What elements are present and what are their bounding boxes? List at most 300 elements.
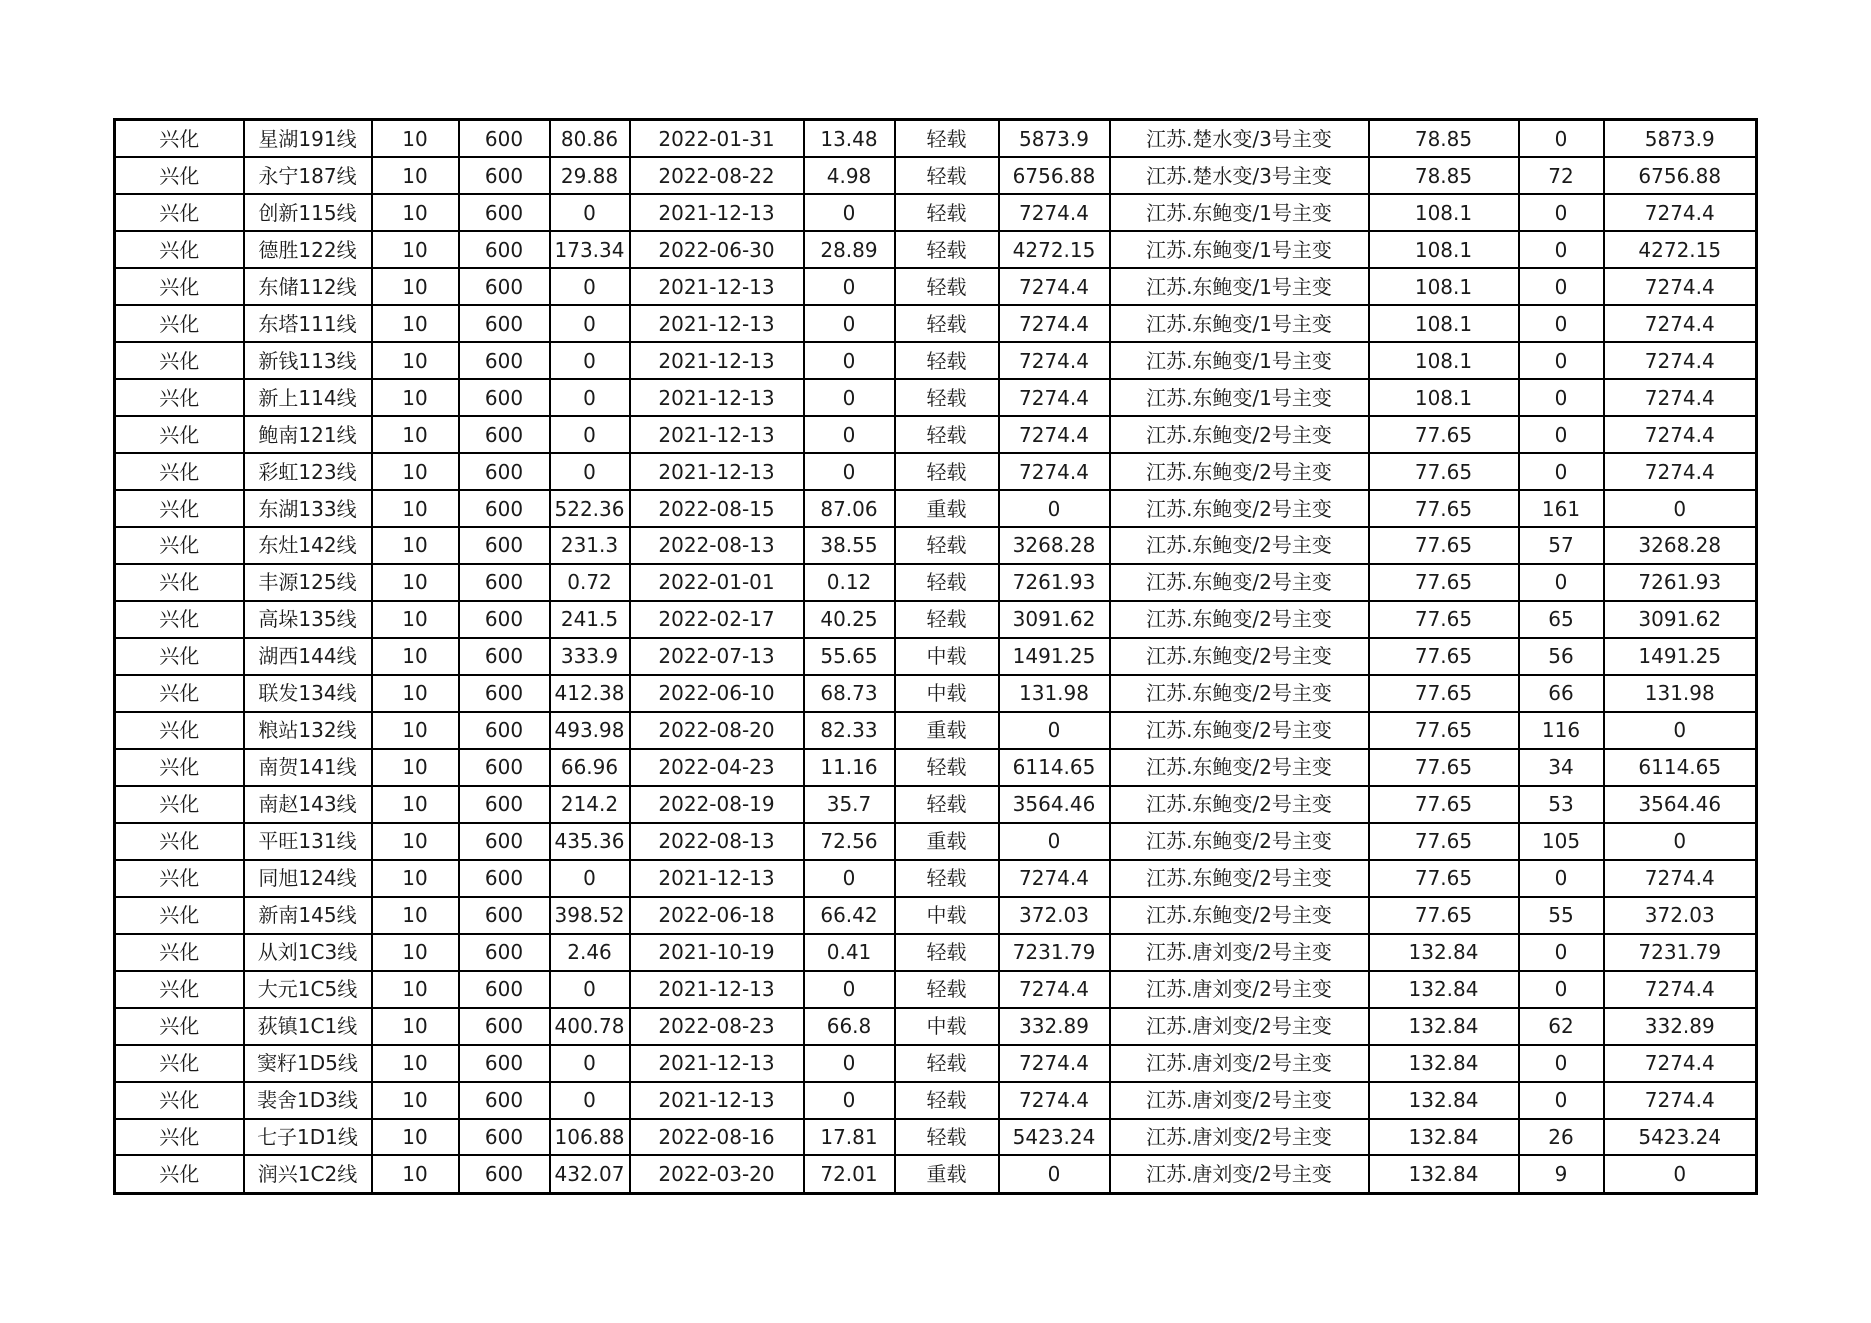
cell-col5: 241.5	[550, 601, 630, 638]
cell-col5: 0	[550, 860, 630, 897]
cell-col3: 10	[372, 712, 459, 749]
cell-col13: 332.89	[1604, 1008, 1757, 1045]
cell-col7: 13.48	[804, 120, 895, 158]
cell-col5: 435.36	[550, 823, 630, 860]
table-row	[115, 157, 1757, 194]
cell-col3: 10	[372, 527, 459, 564]
cell-date: 2021-12-13	[630, 1045, 804, 1082]
cell-col11: 77.65	[1369, 786, 1519, 823]
cell-col4: 600	[459, 527, 550, 564]
cell-transformer: 江苏.东鲍变/2号主变	[1110, 527, 1369, 564]
cell-city: 兴化	[115, 453, 244, 490]
cell-col3: 10	[372, 120, 459, 158]
cell-transformer: 江苏.东鲍变/2号主变	[1110, 453, 1369, 490]
cell-date: 2022-01-01	[630, 564, 804, 601]
cell-date: 2022-08-15	[630, 490, 804, 527]
cell-date: 2022-02-17	[630, 601, 804, 638]
cell-transformer: 江苏.东鲍变/2号主变	[1110, 416, 1369, 453]
cell-col5: 398.52	[550, 897, 630, 934]
cell-col3: 10	[372, 194, 459, 231]
cell-col4: 600	[459, 1082, 550, 1119]
cell-city: 兴化	[115, 823, 244, 860]
cell-line-name: 新南145线	[244, 897, 372, 934]
cell-col12: 0	[1519, 120, 1604, 158]
cell-col7: 0	[804, 305, 895, 342]
cell-col12: 0	[1519, 342, 1604, 379]
cell-col12: 65	[1519, 601, 1604, 638]
cell-col9: 0	[999, 823, 1110, 860]
cell-col4: 600	[459, 194, 550, 231]
cell-city: 兴化	[115, 638, 244, 675]
cell-col7: 0	[804, 971, 895, 1008]
table-row	[115, 490, 1757, 527]
cell-col9: 7274.4	[999, 342, 1110, 379]
cell-col7: 0	[804, 379, 895, 416]
cell-load-level: 轻载	[895, 971, 999, 1008]
cell-col5: 231.3	[550, 527, 630, 564]
cell-date: 2022-01-31	[630, 120, 804, 158]
cell-col9: 3268.28	[999, 527, 1110, 564]
cell-line-name: 湖西144线	[244, 638, 372, 675]
cell-col4: 600	[459, 1155, 550, 1193]
cell-line-name: 东储112线	[244, 268, 372, 305]
cell-col12: 0	[1519, 231, 1604, 268]
cell-col4: 600	[459, 379, 550, 416]
cell-col12: 0	[1519, 934, 1604, 971]
cell-line-name: 创新115线	[244, 194, 372, 231]
cell-col3: 10	[372, 601, 459, 638]
cell-date: 2022-08-23	[630, 1008, 804, 1045]
cell-transformer: 江苏.唐刘变/2号主变	[1110, 971, 1369, 1008]
cell-col4: 600	[459, 860, 550, 897]
cell-col11: 132.84	[1369, 971, 1519, 1008]
cell-col4: 600	[459, 934, 550, 971]
cell-col7: 72.01	[804, 1155, 895, 1193]
cell-col7: 0	[804, 194, 895, 231]
cell-city: 兴化	[115, 527, 244, 564]
cell-col9: 1491.25	[999, 638, 1110, 675]
cell-col13: 7274.4	[1604, 860, 1757, 897]
cell-col9: 7231.79	[999, 934, 1110, 971]
cell-col12: 56	[1519, 638, 1604, 675]
cell-load-level: 中载	[895, 638, 999, 675]
cell-load-level: 轻载	[895, 786, 999, 823]
cell-col9: 7274.4	[999, 1045, 1110, 1082]
cell-transformer: 江苏.楚水变/3号主变	[1110, 120, 1369, 158]
cell-line-name: 七子1D1线	[244, 1119, 372, 1156]
cell-col13: 372.03	[1604, 897, 1757, 934]
cell-col12: 57	[1519, 527, 1604, 564]
cell-transformer: 江苏.楚水变/3号主变	[1110, 157, 1369, 194]
cell-col3: 10	[372, 1082, 459, 1119]
cell-col12: 0	[1519, 1082, 1604, 1119]
cell-col11: 132.84	[1369, 1155, 1519, 1193]
cell-load-level: 轻载	[895, 934, 999, 971]
cell-col4: 600	[459, 749, 550, 786]
cell-col9: 0	[999, 490, 1110, 527]
cell-col7: 11.16	[804, 749, 895, 786]
cell-transformer: 江苏.东鲍变/1号主变	[1110, 268, 1369, 305]
cell-line-name: 同旭124线	[244, 860, 372, 897]
cell-col9: 3564.46	[999, 786, 1110, 823]
cell-col7: 66.42	[804, 897, 895, 934]
cell-city: 兴化	[115, 120, 244, 158]
cell-col11: 108.1	[1369, 379, 1519, 416]
cell-col11: 108.1	[1369, 342, 1519, 379]
cell-col11: 77.65	[1369, 823, 1519, 860]
cell-date: 2021-12-13	[630, 1082, 804, 1119]
table-row	[115, 564, 1757, 601]
cell-col12: 0	[1519, 305, 1604, 342]
cell-col11: 77.65	[1369, 564, 1519, 601]
cell-date: 2021-12-13	[630, 453, 804, 490]
cell-city: 兴化	[115, 860, 244, 897]
line-load-table	[113, 118, 1758, 1195]
cell-col7: 4.98	[804, 157, 895, 194]
table-row	[115, 305, 1757, 342]
cell-col13: 0	[1604, 823, 1757, 860]
cell-transformer: 江苏.东鲍变/1号主变	[1110, 379, 1369, 416]
cell-col4: 600	[459, 490, 550, 527]
cell-line-name: 丰源125线	[244, 564, 372, 601]
cell-city: 兴化	[115, 342, 244, 379]
cell-col13: 7274.4	[1604, 268, 1757, 305]
cell-line-name: 星湖191线	[244, 120, 372, 158]
cell-transformer: 江苏.东鲍变/1号主变	[1110, 342, 1369, 379]
table-row	[115, 231, 1757, 268]
cell-col11: 77.65	[1369, 601, 1519, 638]
cell-col9: 372.03	[999, 897, 1110, 934]
table-row	[115, 416, 1757, 453]
cell-transformer: 江苏.唐刘变/2号主变	[1110, 1008, 1369, 1045]
cell-load-level: 轻载	[895, 194, 999, 231]
cell-load-level: 轻载	[895, 120, 999, 158]
cell-line-name: 裴舍1D3线	[244, 1082, 372, 1119]
table-row	[115, 1119, 1757, 1156]
cell-col11: 108.1	[1369, 305, 1519, 342]
cell-load-level: 轻载	[895, 749, 999, 786]
cell-date: 2021-12-13	[630, 305, 804, 342]
cell-col5: 29.88	[550, 157, 630, 194]
cell-line-name: 润兴1C2线	[244, 1155, 372, 1193]
cell-col3: 10	[372, 1119, 459, 1156]
cell-col9: 7274.4	[999, 268, 1110, 305]
cell-col3: 10	[372, 564, 459, 601]
cell-col4: 600	[459, 1045, 550, 1082]
table-row	[115, 749, 1757, 786]
cell-col7: 68.73	[804, 675, 895, 712]
cell-col5: 493.98	[550, 712, 630, 749]
cell-col12: 0	[1519, 416, 1604, 453]
cell-col7: 0	[804, 453, 895, 490]
cell-col7: 66.8	[804, 1008, 895, 1045]
cell-col4: 600	[459, 157, 550, 194]
cell-col12: 0	[1519, 268, 1604, 305]
cell-col7: 17.81	[804, 1119, 895, 1156]
cell-col5: 522.36	[550, 490, 630, 527]
table-row	[115, 194, 1757, 231]
cell-transformer: 江苏.东鲍变/2号主变	[1110, 712, 1369, 749]
cell-transformer: 江苏.东鲍变/1号主变	[1110, 231, 1369, 268]
cell-col5: 432.07	[550, 1155, 630, 1193]
cell-col12: 0	[1519, 860, 1604, 897]
cell-col3: 10	[372, 1008, 459, 1045]
cell-transformer: 江苏.东鲍变/2号主变	[1110, 601, 1369, 638]
cell-load-level: 轻载	[895, 157, 999, 194]
cell-col5: 0	[550, 453, 630, 490]
cell-col13: 7231.79	[1604, 934, 1757, 971]
cell-col4: 600	[459, 638, 550, 675]
cell-col3: 10	[372, 897, 459, 934]
cell-transformer: 江苏.东鲍变/2号主变	[1110, 897, 1369, 934]
cell-line-name: 窦籽1D5线	[244, 1045, 372, 1082]
cell-col3: 10	[372, 490, 459, 527]
cell-col5: 0	[550, 1082, 630, 1119]
cell-col9: 6756.88	[999, 157, 1110, 194]
cell-col13: 7274.4	[1604, 194, 1757, 231]
cell-col7: 72.56	[804, 823, 895, 860]
cell-date: 2021-12-13	[630, 194, 804, 231]
cell-col3: 10	[372, 823, 459, 860]
cell-col13: 0	[1604, 490, 1757, 527]
cell-col9: 131.98	[999, 675, 1110, 712]
cell-line-name: 从刘1C3线	[244, 934, 372, 971]
cell-date: 2022-08-22	[630, 157, 804, 194]
table-row	[115, 453, 1757, 490]
cell-col12: 9	[1519, 1155, 1604, 1193]
cell-col9: 4272.15	[999, 231, 1110, 268]
cell-transformer: 江苏.东鲍变/2号主变	[1110, 749, 1369, 786]
cell-col4: 600	[459, 416, 550, 453]
cell-transformer: 江苏.东鲍变/2号主变	[1110, 638, 1369, 675]
cell-city: 兴化	[115, 157, 244, 194]
table-row	[115, 1082, 1757, 1119]
cell-col4: 600	[459, 305, 550, 342]
cell-line-name: 粮站132线	[244, 712, 372, 749]
cell-col9: 7274.4	[999, 860, 1110, 897]
table-row	[115, 1045, 1757, 1082]
cell-col3: 10	[372, 268, 459, 305]
cell-line-name: 南赵143线	[244, 786, 372, 823]
cell-col11: 77.65	[1369, 490, 1519, 527]
cell-city: 兴化	[115, 1119, 244, 1156]
cell-col12: 0	[1519, 453, 1604, 490]
cell-load-level: 轻载	[895, 453, 999, 490]
cell-col3: 10	[372, 934, 459, 971]
cell-col5: 0	[550, 1045, 630, 1082]
cell-col11: 77.65	[1369, 453, 1519, 490]
cell-col11: 78.85	[1369, 120, 1519, 158]
table-row	[115, 971, 1757, 1008]
cell-date: 2022-08-19	[630, 786, 804, 823]
cell-col9: 5873.9	[999, 120, 1110, 158]
cell-city: 兴化	[115, 564, 244, 601]
cell-col9: 0	[999, 1155, 1110, 1193]
cell-city: 兴化	[115, 675, 244, 712]
table-row	[115, 712, 1757, 749]
cell-load-level: 中载	[895, 897, 999, 934]
cell-col4: 600	[459, 453, 550, 490]
cell-transformer: 江苏.唐刘变/2号主变	[1110, 934, 1369, 971]
cell-load-level: 重载	[895, 712, 999, 749]
cell-col3: 10	[372, 453, 459, 490]
cell-transformer: 江苏.东鲍变/2号主变	[1110, 823, 1369, 860]
cell-col7: 0	[804, 416, 895, 453]
cell-col11: 77.65	[1369, 712, 1519, 749]
cell-line-name: 鲍南121线	[244, 416, 372, 453]
cell-col13: 3091.62	[1604, 601, 1757, 638]
cell-transformer: 江苏.唐刘变/2号主变	[1110, 1045, 1369, 1082]
cell-col4: 600	[459, 342, 550, 379]
cell-col3: 10	[372, 231, 459, 268]
cell-line-name: 东湖133线	[244, 490, 372, 527]
cell-city: 兴化	[115, 379, 244, 416]
cell-col3: 10	[372, 749, 459, 786]
cell-col11: 77.65	[1369, 749, 1519, 786]
table-body	[115, 120, 1757, 1194]
cell-line-name: 德胜122线	[244, 231, 372, 268]
cell-col5: 214.2	[550, 786, 630, 823]
cell-col5: 0.72	[550, 564, 630, 601]
cell-col13: 5423.24	[1604, 1119, 1757, 1156]
cell-col9: 7261.93	[999, 564, 1110, 601]
cell-col3: 10	[372, 675, 459, 712]
cell-col4: 600	[459, 268, 550, 305]
cell-load-level: 重载	[895, 1155, 999, 1193]
cell-col4: 600	[459, 971, 550, 1008]
cell-date: 2022-07-13	[630, 638, 804, 675]
cell-city: 兴化	[115, 971, 244, 1008]
cell-line-name: 新上114线	[244, 379, 372, 416]
cell-line-name: 荻镇1C1线	[244, 1008, 372, 1045]
cell-col13: 6756.88	[1604, 157, 1757, 194]
cell-col11: 77.65	[1369, 638, 1519, 675]
cell-col5: 0	[550, 416, 630, 453]
cell-col7: 82.33	[804, 712, 895, 749]
cell-col3: 10	[372, 305, 459, 342]
cell-col9: 6114.65	[999, 749, 1110, 786]
cell-load-level: 轻载	[895, 231, 999, 268]
cell-col7: 0	[804, 1082, 895, 1119]
cell-col7: 35.7	[804, 786, 895, 823]
table-row	[115, 934, 1757, 971]
cell-load-level: 轻载	[895, 342, 999, 379]
cell-col7: 40.25	[804, 601, 895, 638]
cell-col5: 333.9	[550, 638, 630, 675]
cell-date: 2021-10-19	[630, 934, 804, 971]
cell-city: 兴化	[115, 1082, 244, 1119]
cell-load-level: 轻载	[895, 601, 999, 638]
cell-col12: 105	[1519, 823, 1604, 860]
cell-col12: 0	[1519, 564, 1604, 601]
cell-transformer: 江苏.东鲍变/2号主变	[1110, 675, 1369, 712]
cell-transformer: 江苏.东鲍变/2号主变	[1110, 786, 1369, 823]
cell-col12: 161	[1519, 490, 1604, 527]
table-row	[115, 120, 1757, 158]
table-row	[115, 786, 1757, 823]
table-row	[115, 342, 1757, 379]
cell-line-name: 高垛135线	[244, 601, 372, 638]
cell-col13: 6114.65	[1604, 749, 1757, 786]
cell-col13: 7274.4	[1604, 416, 1757, 453]
table-row	[115, 527, 1757, 564]
cell-load-level: 轻载	[895, 416, 999, 453]
cell-city: 兴化	[115, 231, 244, 268]
cell-col13: 131.98	[1604, 675, 1757, 712]
cell-col13: 5873.9	[1604, 120, 1757, 158]
cell-col5: 412.38	[550, 675, 630, 712]
cell-col13: 7274.4	[1604, 1045, 1757, 1082]
cell-load-level: 中载	[895, 1008, 999, 1045]
cell-col3: 10	[372, 342, 459, 379]
cell-col4: 600	[459, 823, 550, 860]
cell-col9: 7274.4	[999, 453, 1110, 490]
cell-col9: 5423.24	[999, 1119, 1110, 1156]
cell-date: 2021-12-13	[630, 268, 804, 305]
cell-city: 兴化	[115, 601, 244, 638]
cell-col11: 108.1	[1369, 194, 1519, 231]
cell-load-level: 重载	[895, 823, 999, 860]
cell-transformer: 江苏.东鲍变/2号主变	[1110, 564, 1369, 601]
cell-col11: 78.85	[1369, 157, 1519, 194]
cell-date: 2022-08-13	[630, 527, 804, 564]
cell-date: 2022-06-30	[630, 231, 804, 268]
table-row	[115, 638, 1757, 675]
cell-col4: 600	[459, 601, 550, 638]
cell-load-level: 轻载	[895, 860, 999, 897]
cell-col11: 132.84	[1369, 1119, 1519, 1156]
cell-col11: 77.65	[1369, 416, 1519, 453]
cell-col5: 400.78	[550, 1008, 630, 1045]
cell-city: 兴化	[115, 786, 244, 823]
cell-transformer: 江苏.东鲍变/2号主变	[1110, 860, 1369, 897]
cell-date: 2022-04-23	[630, 749, 804, 786]
table-row	[115, 1155, 1757, 1193]
cell-col5: 0	[550, 342, 630, 379]
cell-col12: 0	[1519, 971, 1604, 1008]
table-row	[115, 379, 1757, 416]
cell-col9: 7274.4	[999, 971, 1110, 1008]
cell-col12: 66	[1519, 675, 1604, 712]
cell-load-level: 轻载	[895, 305, 999, 342]
cell-col9: 332.89	[999, 1008, 1110, 1045]
cell-line-name: 南贺141线	[244, 749, 372, 786]
table-row	[115, 860, 1757, 897]
cell-city: 兴化	[115, 934, 244, 971]
cell-load-level: 轻载	[895, 1119, 999, 1156]
cell-city: 兴化	[115, 305, 244, 342]
cell-col7: 87.06	[804, 490, 895, 527]
cell-col12: 72	[1519, 157, 1604, 194]
cell-col4: 600	[459, 1119, 550, 1156]
cell-date: 2021-12-13	[630, 379, 804, 416]
cell-col11: 108.1	[1369, 268, 1519, 305]
cell-city: 兴化	[115, 749, 244, 786]
cell-col11: 77.65	[1369, 897, 1519, 934]
cell-col12: 62	[1519, 1008, 1604, 1045]
cell-col12: 0	[1519, 1045, 1604, 1082]
cell-col13: 1491.25	[1604, 638, 1757, 675]
cell-col5: 0	[550, 305, 630, 342]
cell-col5: 0	[550, 268, 630, 305]
cell-transformer: 江苏.东鲍变/1号主变	[1110, 194, 1369, 231]
table-row	[115, 601, 1757, 638]
cell-load-level: 轻载	[895, 1045, 999, 1082]
cell-col4: 600	[459, 231, 550, 268]
cell-col12: 53	[1519, 786, 1604, 823]
cell-col12: 0	[1519, 379, 1604, 416]
cell-col9: 7274.4	[999, 416, 1110, 453]
